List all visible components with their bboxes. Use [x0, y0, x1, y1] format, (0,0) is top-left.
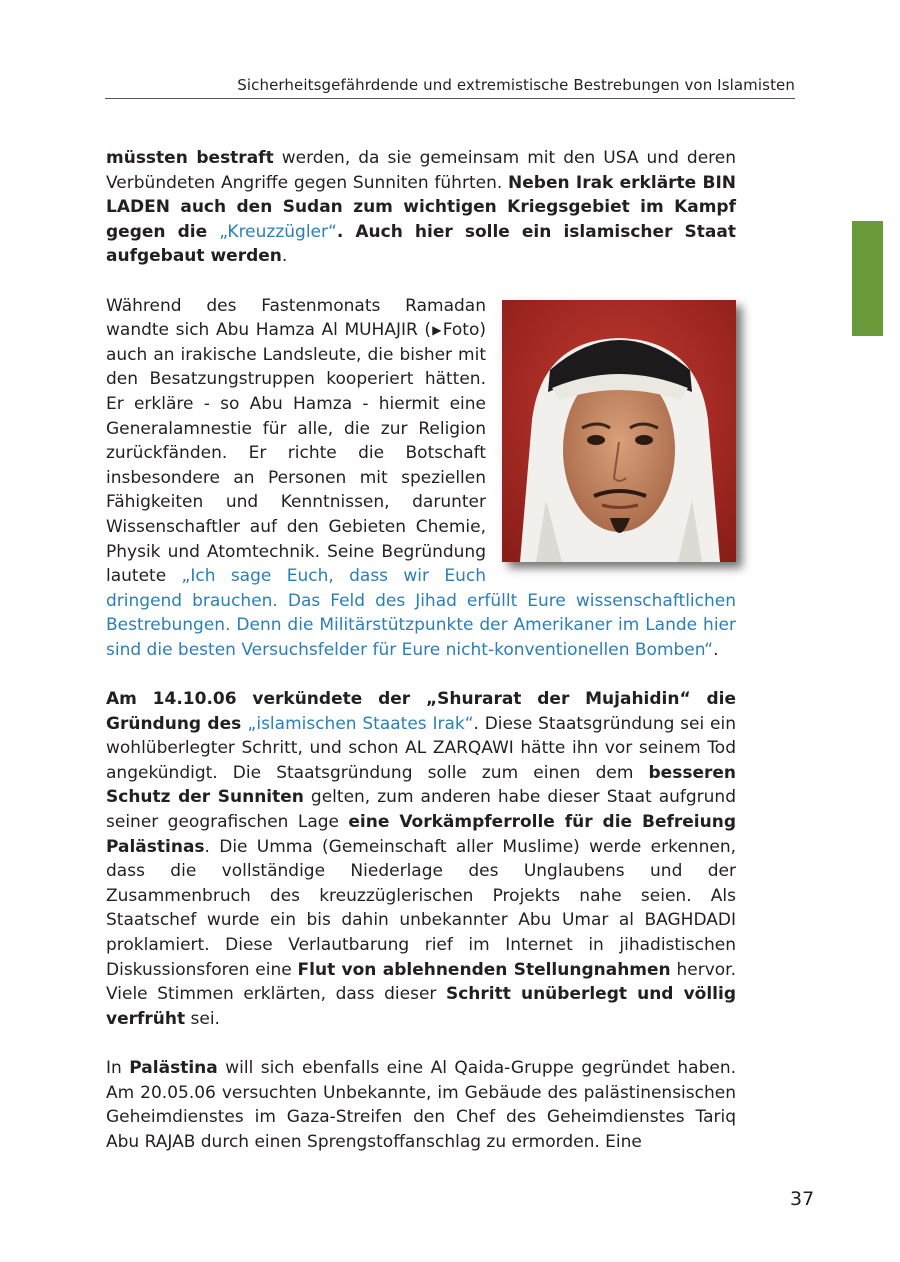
bold-span: Palästina — [129, 1057, 218, 1078]
text-span: hervor. Viele Stimmen erklärten, dass dieser — [106, 959, 736, 1005]
text-span: Foto) auch an irakische Landsleute, die bisher mit den Besatzungstruppen kooperiert hätten. Er erkläre - so Abu Hamza - hiermit eine Generalamnestie für alle, die zur Religion zurückfänden. Er richte die Botschaft insbesondere an Personen mit speziellen Fähigkeiten und Kenntnissen, darunter Wissenschaftler auf den Gebieten Chemie, Physik und Atomtechnik. Seine Begründung lautete — [106, 320, 486, 587]
paragraph-2 — [106, 294, 736, 663]
quote-span: „Kreuzzügler“ — [219, 221, 337, 242]
text-span: sei. — [185, 1008, 220, 1029]
triangle-right-icon: ▶ — [431, 323, 443, 338]
text-span: will sich ebenfalls eine Al Qaida-Gruppe gegründet haben. Am 20.05.06 versuchten Unbekannte, im Gebäude des palästinensischen Geheimdienstes im Gaza-Streifen den Chef des Geheimdienstes Tariq Abu RAJAB durch einen Sprengstoffanschlag zu ermorden. Eine — [106, 1057, 736, 1152]
bold-span: eine Vorkämpferrolle für die Befreiung Palästinas — [106, 812, 737, 857]
text-span: werden, da sie gemeinsam mit den USA und deren Verbündeten Angriffe gegen Sunniten führten. — [106, 148, 736, 193]
text-span: . — [713, 639, 719, 660]
bold-span: müssten bestraft — [106, 148, 274, 168]
bold-span: Neben Irak erklärte BIN LADEN auch den Sudan zum wichtigen Kriegsgebiet im Kampf gegen die — [106, 172, 737, 242]
portrait-photo — [502, 300, 736, 562]
running-header: Sicherheitsgefährdende und extremistische Bestrebungen von Islamisten — [237, 76, 795, 94]
text-span: . — [281, 246, 288, 267]
text-span: . Die Umma (Gemeinschaft aller Muslime) werde erkennen, dass die vollständige Niederlage des Unglaubens und der Zusammenbruch des kreuzzüglerischen Projekts nahe seien. Als Staatschef wurde ein bis dahin unbekannter Abu Umar al BAGHDADI proklamiert. Diese Verlautbarung rief im Internet in jihadistischen Diskussionsforen eine — [106, 836, 736, 980]
header-divider — [105, 98, 795, 99]
bold-span: Flut von ablehnenden Stellungnahmen — [297, 959, 671, 980]
paragraph-3 — [106, 687, 736, 1031]
bold-span: Schritt unüberlegt und völlig verfrüht — [106, 984, 736, 1029]
paragraph-4 — [106, 1056, 736, 1154]
paragraph-1 — [106, 146, 736, 269]
bold-span: besseren Schutz der Sunniten — [106, 762, 736, 808]
bold-span: . Auch hier solle ein islamischer Staat aufgebaut werden — [106, 221, 736, 267]
quote-span: „islamischen Staates Irak“ — [247, 713, 474, 734]
article-body — [106, 146, 736, 1179]
text-span: In — [106, 1057, 130, 1078]
text-span: Während des Fastenmonats Ramadan wandte sich Abu Hamza Al MUHAJIR ( — [106, 295, 486, 341]
chapter-tab-marker — [852, 221, 883, 336]
text-span: . Diese Staatsgründung sei ein wohlüberlegter Schritt, und schon AL ZARQAWI hätte ihn vor seinem Tod angekündigt. Die Staatsgründung solle zum einen dem — [106, 713, 736, 783]
page-number: 37 — [790, 1188, 815, 1210]
quote-span: „Ich sage Euch, dass wir Euch dringend brauchen. Das Feld des Jihad erfüllt Eure wissenschaftlichen Bestrebungen. Denn die Militärstützpunkte der Amerikaner im Lande hier sind die besten Versuchsfelder für Eure nicht-konventionellen Bomben“ — [106, 566, 736, 660]
text-span: gelten, zum anderen habe dieser Staat aufgrund seiner geografischen Lage — [106, 787, 736, 833]
bold-span: Am 14.10.06 verkündete der „Shurarat der Mujahidin“ die Gründung des — [106, 689, 736, 734]
